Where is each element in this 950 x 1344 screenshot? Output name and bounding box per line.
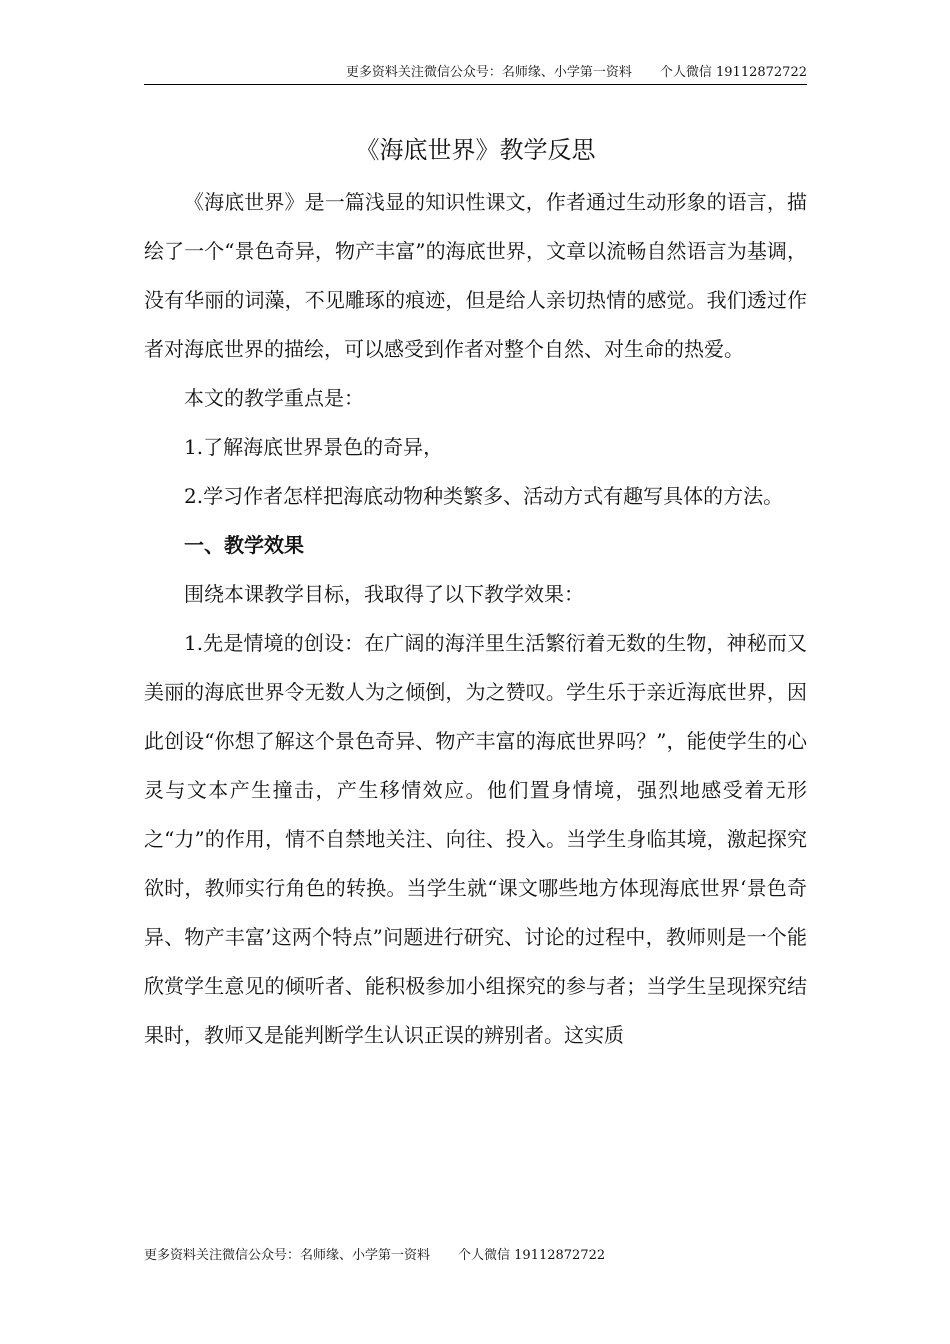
footer-promo-text: 更多资料关注微信公众号：名师缘、小学第一资料 — [144, 1248, 431, 1263]
focus-heading-paragraph: 本文的教学重点是： — [184, 386, 364, 410]
header-promo-text: 更多资料关注微信公众号：名师缘、小学第一资料 — [345, 65, 632, 80]
page-header — [144, 62, 807, 85]
section-heading-teaching-effect: 一、教学效果 — [184, 533, 304, 557]
effect-item-1-paragraph: 1.先是情境的创设：在广阔的海洋里生活繁衍着无数的生物，神秘而又美丽的海底世界令无数人为之倾倒，为之赞叹。学生乐于亲近海底世界，因此创设“你想了解这个景色奇异、物产丰富的海底世界吗？”，能使学生的心灵与文本产生撞击，产生移情效应。他们置身情境，强烈地感受着无形之“力”的作用，情不自禁地关注、向往、投入。当学生身临其境，激起探究欲时，教师实行角色的转换。当学生就“课文哪些地方体现海底世界‘景色奇异、物产丰富’这两个特点”问题进行研究、讨论的过程中，教师则是一个能欣赏学生意见的倾听者、能积极参加小组探究的参与者；当学生呈现探究结果时，教师又是能判断学生认识正误的辨别者。这实质 — [144, 631, 807, 1047]
focus-item-1: 1.了解海底世界景色的奇异， — [184, 435, 444, 459]
page-footer — [144, 1245, 605, 1267]
document-title: 《海底世界》教学反思 — [355, 136, 596, 164]
footer-contact-text: 个人微信 19112872722 — [458, 1248, 606, 1263]
focus-item-2: 2.学习作者怎样把海底动物种类繁多、活动方式有趣写具体的方法。 — [184, 484, 784, 508]
document-body — [144, 178, 807, 1060]
header-contact-text: 个人微信 19112872722 — [659, 65, 807, 80]
effect-intro-paragraph: 围绕本课教学目标，我取得了以下教学效果： — [184, 582, 584, 606]
intro-paragraph: 《海底世界》是一篇浅显的知识性课文，作者通过生动形象的语言，描绘了一个“景色奇异，物产丰富”的海底世界，文章以流畅自然语言为基调，没有华丽的词藻，不见雕琢的痕迹，但是给人亲切热情的感觉。我们透过作者对海底世界的描绘，可以感受到作者对整个自然、对生命的热爱。 — [144, 190, 807, 361]
